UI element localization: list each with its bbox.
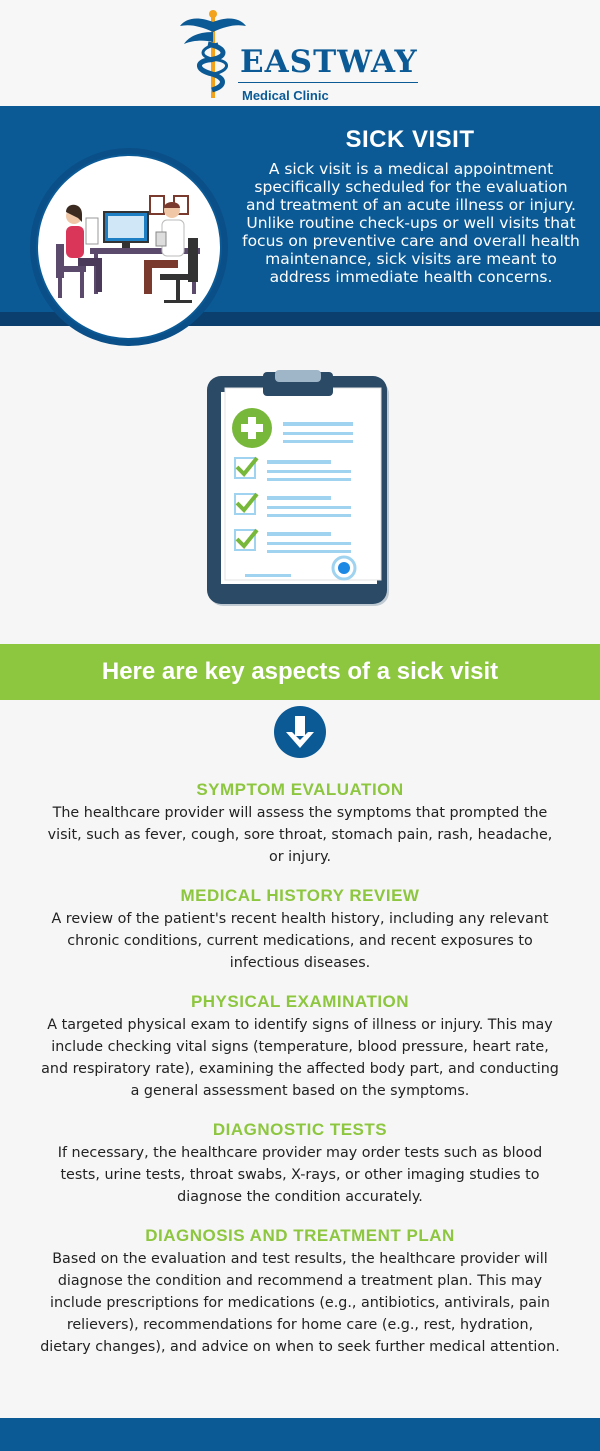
page-title: SICK VISIT xyxy=(345,126,475,153)
clipboard-icon xyxy=(205,370,395,610)
section-physical-examination xyxy=(40,992,560,1102)
clinic-logo xyxy=(178,8,428,103)
section-heading: MEDICAL HISTORY REVIEW xyxy=(180,886,420,905)
banner-text: Here are key aspects of a sick visit xyxy=(101,658,499,685)
section-body: Based on the evaluation and test results, the healthcare provider will diagnose the condition and recommend a treatment plan. This may include prescriptions for medications (e.g., antibiotics, antivirals, pain relievers), recommendations for home care (e.g., rest, hydration, dietary changes), and advice on when to seek further medical attention. xyxy=(40,1251,560,1355)
section-body: A targeted physical exam to identify signs of illness or injury. This may include checking vital signs (temperature, blood pressure, heart rate, and respiratory rate), examining the affected body part, and conducting a general assessment based on the symptoms. xyxy=(41,1017,559,1099)
arrow-down-icon xyxy=(274,706,326,758)
section-body: If necessary, the healthcare provider may order tests such as blood tests, urine tests, throat swabs, X-rays, or other imaging studies to diagnose the condition accurately. xyxy=(57,1145,543,1205)
clinic-subtitle: Medical Clinic xyxy=(242,88,329,103)
logo-divider xyxy=(238,82,418,83)
section-body: The healthcare provider will assess the symptoms that prompted the visit, such as fever, cough, sore throat, stomach pain, rash, headache, or injury. xyxy=(47,805,553,865)
intro-text: A sick visit is a medical appointment specifically scheduled for the evaluation and treatment of an acute illness or injury. Unlike routine check-ups or well visits that focus on preventive care and overall health maintenance, sick visits are meant to address immediate health concerns. xyxy=(242,160,580,286)
section-symptom-evaluation xyxy=(40,780,560,868)
header xyxy=(0,0,600,106)
footer-bar xyxy=(0,1418,600,1451)
section-heading: SYMPTOM EVALUATION xyxy=(196,780,404,799)
clinic-name: EASTWAY xyxy=(240,44,418,80)
section-diagnostic-tests xyxy=(40,1120,560,1208)
section-diagnosis-treatment-plan xyxy=(40,1226,560,1358)
key-aspects-banner xyxy=(0,644,600,700)
section-heading: PHYSICAL EXAMINATION xyxy=(190,992,410,1011)
caduceus-icon xyxy=(178,8,248,100)
section-medical-history-review xyxy=(40,886,560,974)
key-aspects-list xyxy=(40,780,560,1376)
doctor-patient-illustration xyxy=(38,156,220,338)
section-heading: DIAGNOSTIC TESTS xyxy=(212,1120,388,1139)
section-heading: DIAGNOSIS AND TREATMENT PLAN xyxy=(145,1226,455,1245)
section-body: A review of the patient's recent health history, including any relevant chronic conditions, current medications, and recent exposures to infectious diseases. xyxy=(51,911,549,971)
